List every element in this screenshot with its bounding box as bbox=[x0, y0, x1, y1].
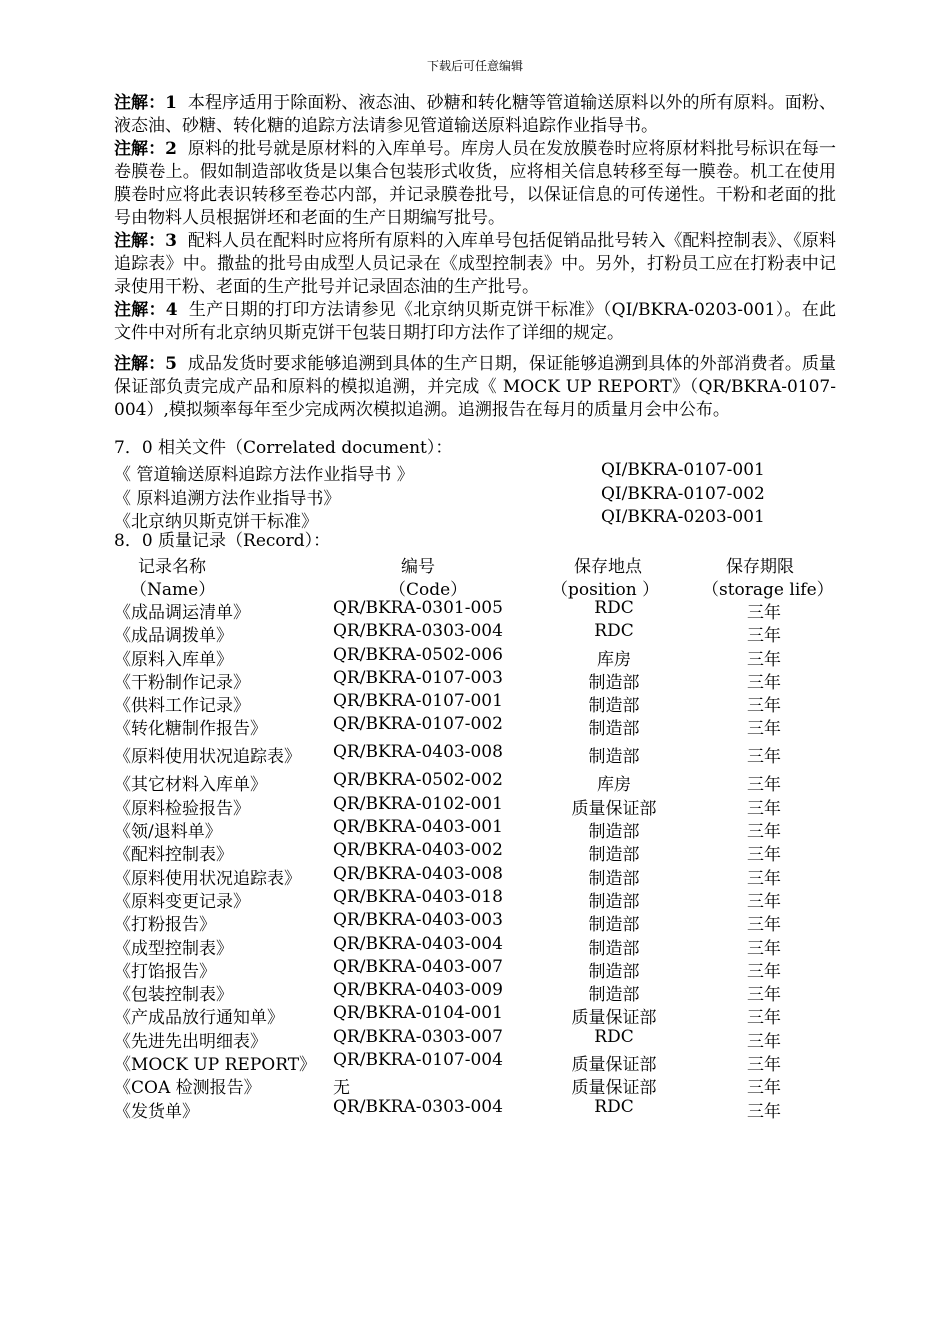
document-row bbox=[114, 460, 836, 484]
note-1 bbox=[114, 92, 836, 138]
table-row bbox=[114, 887, 836, 910]
table-row bbox=[114, 980, 836, 1006]
note-text: 本程序适用于除面粉、液态油、砂糖和转化糖等管道输送原料以外的所有原料。面粉、液态油、砂糖、转化糖的追踪方法请参见管道输送原料追踪作业指导书。 bbox=[114, 93, 836, 136]
table-row bbox=[114, 817, 836, 843]
record-position: 质量保证部 bbox=[571, 1078, 657, 1099]
record-storage-life: 三年 bbox=[747, 915, 781, 936]
header-position: 保存地点 bbox=[574, 557, 642, 577]
record-storage-life: 三年 bbox=[747, 1078, 781, 1099]
table-row bbox=[114, 1003, 836, 1029]
record-name: 《原料检验报告》 bbox=[114, 798, 250, 819]
record-name: 《打馅报告》 bbox=[114, 961, 216, 982]
record-code: QR/BKRA-0303-004 bbox=[333, 1096, 503, 1117]
record-name: 《转化糖制作报告》 bbox=[114, 719, 267, 740]
record-name: 《成型控制表》 bbox=[114, 938, 233, 959]
record-position: 库房 bbox=[597, 775, 631, 796]
table-row bbox=[114, 957, 836, 980]
table-row bbox=[114, 1027, 836, 1050]
note-label: 注解：3 bbox=[114, 231, 177, 251]
table-row bbox=[114, 598, 836, 621]
document-code: QI/BKRA-0107-002 bbox=[601, 483, 765, 504]
note-2 bbox=[114, 138, 836, 230]
record-code: QR/BKRA-0403-004 bbox=[333, 933, 503, 954]
record-storage-life: 三年 bbox=[747, 696, 781, 717]
record-position: 制造部 bbox=[588, 672, 640, 693]
record-position: 制造部 bbox=[588, 961, 640, 982]
record-position: 质量保证部 bbox=[571, 1055, 657, 1076]
record-name: 《产成品放行通知单》 bbox=[114, 1008, 284, 1029]
document-code: QI/BKRA-0203-001 bbox=[601, 507, 765, 527]
record-storage-life: 三年 bbox=[747, 626, 781, 647]
record-storage-life: 三年 bbox=[747, 798, 781, 819]
record-storage-life: 三年 bbox=[747, 672, 781, 693]
record-name: 《MOCK UP REPORT》 bbox=[114, 1055, 317, 1076]
record-code: QR/BKRA-0102-001 bbox=[333, 793, 503, 814]
document-name: 《 原料追溯方法作业指导书》 bbox=[114, 488, 341, 509]
record-code: QR/BKRA-0403-007 bbox=[333, 956, 503, 977]
header-code-en: （Code） bbox=[389, 580, 468, 600]
record-storage-life: 三年 bbox=[747, 1055, 781, 1076]
table-row bbox=[114, 1097, 836, 1120]
record-storage-life: 三年 bbox=[747, 961, 781, 982]
record-storage-life: 三年 bbox=[747, 845, 781, 866]
header-storage-life-en: （storage life） bbox=[702, 580, 834, 600]
record-position: 库房 bbox=[597, 649, 631, 670]
table-row bbox=[114, 621, 836, 647]
record-code: QR/BKRA-0107-004 bbox=[333, 1050, 503, 1071]
record-position: 制造部 bbox=[588, 696, 640, 717]
record-code: QR/BKRA-0303-004 bbox=[333, 621, 503, 642]
record-storage-life: 三年 bbox=[747, 719, 781, 740]
note-text: 配料人员在配料时应将所有原料的入库单号包括促销品批号转入《配料控制表》、《原料追踪表》中。撒盐的批号由成型人员记录在《成型控制表》中。另外，打粉员工应在打粉表中记录使用干粉、老面的生产批号并记录固态油的生产批号。 bbox=[114, 231, 836, 297]
record-position: 制造部 bbox=[588, 868, 640, 889]
record-position: 制造部 bbox=[588, 822, 640, 843]
record-position: 制造部 bbox=[588, 719, 640, 740]
record-position: RDC bbox=[594, 1026, 634, 1047]
record-storage-life: 三年 bbox=[747, 938, 781, 959]
record-name: 《包装控制表》 bbox=[114, 985, 233, 1006]
record-position: 制造部 bbox=[588, 891, 640, 912]
record-name: 《成品调运清单》 bbox=[114, 603, 250, 623]
record-code: QR/BKRA-0107-002 bbox=[333, 714, 503, 735]
table-row bbox=[114, 1073, 836, 1099]
record-code: QR/BKRA-0403-003 bbox=[333, 910, 503, 931]
record-name: 《原料入库单》 bbox=[114, 649, 233, 670]
record-storage-life: 三年 bbox=[747, 1031, 781, 1052]
note-text: 生产日期的打印方法请参见《北京纳贝斯克饼干标准》（QI/BKRA-0203-001）。在此文件中对所有北京纳贝斯克饼干包装日期打印方法作了详细的规定。 bbox=[114, 300, 836, 343]
table-row bbox=[114, 691, 836, 717]
record-code: QR/BKRA-0403-002 bbox=[333, 840, 503, 861]
notes-section bbox=[114, 92, 836, 422]
record-position: 制造部 bbox=[588, 845, 640, 866]
table-row bbox=[114, 840, 836, 866]
table-row bbox=[114, 1050, 836, 1076]
record-name: 《原料变更记录》 bbox=[114, 891, 250, 912]
table-row bbox=[114, 864, 836, 887]
section-7-title: 7．0 相关文件（Correlated document）： bbox=[114, 438, 453, 458]
record-storage-life: 三年 bbox=[747, 1101, 781, 1122]
record-storage-life: 三年 bbox=[747, 747, 781, 768]
note-label: 注解：2 bbox=[114, 139, 177, 159]
record-code: QR/BKRA-0403-001 bbox=[333, 817, 503, 838]
note-label: 注解：5 bbox=[114, 354, 177, 374]
table-row bbox=[114, 934, 836, 957]
record-name: 《配料控制表》 bbox=[114, 845, 233, 866]
record-storage-life: 三年 bbox=[747, 1008, 781, 1029]
record-name: 《原料使用状况追踪表》 bbox=[114, 747, 301, 768]
document-name: 《北京纳贝斯克饼干标准》 bbox=[114, 512, 318, 532]
record-position: 制造部 bbox=[588, 747, 640, 768]
record-storage-life: 三年 bbox=[747, 603, 781, 623]
note-text: 成品发货时要求能够追溯到具体的生产日期，保证能够追溯到具体的外部消费者。质量保证部负责完成产品和原料的模拟追溯，并完成《 MOCK UP REPORT》（QR/BKRA-0107-004）,模拟频率每年至少完成两次模拟追溯。追溯报告在每月的质量月会中公布。 bbox=[114, 354, 836, 420]
record-storage-life: 三年 bbox=[747, 822, 781, 843]
record-position: RDC bbox=[594, 621, 634, 642]
record-code: QR/BKRA-0104-001 bbox=[333, 1003, 503, 1024]
note-label: 注解：1 bbox=[114, 93, 177, 113]
document-row bbox=[114, 484, 836, 508]
record-position: 制造部 bbox=[588, 938, 640, 959]
document-row bbox=[114, 507, 836, 531]
record-name: 《成品调拨单》 bbox=[114, 626, 233, 647]
header-name: 记录名称 bbox=[138, 557, 206, 577]
record-storage-life: 三年 bbox=[747, 868, 781, 889]
record-code: QR/BKRA-0502-006 bbox=[333, 644, 503, 665]
record-position: 制造部 bbox=[588, 915, 640, 936]
record-name: 《供料工作记录》 bbox=[114, 696, 250, 717]
record-position: RDC bbox=[594, 1096, 634, 1117]
record-code: QR/BKRA-0107-003 bbox=[333, 667, 503, 688]
record-code: 无 bbox=[333, 1078, 350, 1099]
record-code: QR/BKRA-0403-008 bbox=[333, 863, 503, 884]
record-position: 质量保证部 bbox=[571, 798, 657, 819]
header-storage-life: 保存期限 bbox=[726, 557, 794, 577]
records-table bbox=[114, 598, 836, 1120]
record-name: 《其它材料入库单》 bbox=[114, 775, 267, 796]
note-label: 注解：4 bbox=[114, 300, 178, 320]
record-code: QR/BKRA-0403-018 bbox=[333, 886, 503, 907]
note-5 bbox=[114, 353, 836, 422]
record-storage-life: 三年 bbox=[747, 775, 781, 796]
table-row bbox=[114, 910, 836, 936]
note-3 bbox=[114, 230, 836, 299]
record-name: 《原料使用状况追踪表》 bbox=[114, 868, 301, 889]
header-name-en: （Name） bbox=[130, 580, 216, 600]
record-name: 《COA 检测报告》 bbox=[114, 1078, 261, 1099]
table-row bbox=[114, 714, 836, 742]
note-4 bbox=[114, 299, 836, 345]
record-position: 质量保证部 bbox=[571, 1008, 657, 1029]
record-storage-life: 三年 bbox=[747, 985, 781, 1006]
header-row-en bbox=[114, 575, 836, 598]
record-name: 《领/退料单》 bbox=[114, 822, 222, 843]
table-row bbox=[114, 645, 836, 668]
section-8-title: 8．0 质量记录（Record）： bbox=[114, 531, 331, 551]
record-code: QR/BKRA-0107-001 bbox=[333, 691, 503, 712]
table-row bbox=[114, 742, 836, 770]
related-documents-list bbox=[114, 460, 836, 531]
record-code: QR/BKRA-0403-008 bbox=[333, 742, 503, 763]
record-code: QR/BKRA-0303-007 bbox=[333, 1026, 503, 1047]
document-code: QI/BKRA-0107-001 bbox=[601, 460, 765, 480]
header-row-cn bbox=[114, 552, 836, 575]
records-table-header bbox=[114, 552, 836, 598]
record-name: 《干粉制作记录》 bbox=[114, 672, 250, 693]
record-position: RDC bbox=[594, 598, 634, 618]
table-row bbox=[114, 770, 836, 796]
record-code: QR/BKRA-0403-009 bbox=[333, 980, 503, 1001]
document-name: 《 管道输送原料追踪方法作业指导书 》 bbox=[114, 465, 414, 485]
table-row bbox=[114, 668, 836, 691]
record-position: 制造部 bbox=[588, 985, 640, 1006]
record-storage-life: 三年 bbox=[747, 891, 781, 912]
record-code: QR/BKRA-0301-005 bbox=[333, 598, 503, 618]
header-code: 编号 bbox=[401, 557, 435, 577]
table-row bbox=[114, 794, 836, 817]
note-text: 原料的批号就是原材料的入库单号。库房人员在发放膜卷时应将原材料批号标识在每一卷膜卷上。假如制造部收货是以集合包装形式收货，应将相关信息转移至每一膜卷。机工在使用膜卷时应将此表识转移至卷芯内部，并记录膜卷批号，以保证信息的可传递性。干粉和老面的批号由物料人员根据饼坯和老面的生产日期编写批号。 bbox=[114, 139, 836, 228]
record-storage-life: 三年 bbox=[747, 649, 781, 670]
page-header: 下载后可任意编辑 bbox=[426, 59, 523, 73]
record-name: 《先进先出明细表》 bbox=[114, 1031, 267, 1052]
header-position-en: （position ） bbox=[551, 580, 660, 600]
record-name: 《打粉报告》 bbox=[114, 915, 216, 936]
record-name: 《发货单》 bbox=[114, 1101, 199, 1122]
record-code: QR/BKRA-0502-002 bbox=[333, 770, 503, 791]
